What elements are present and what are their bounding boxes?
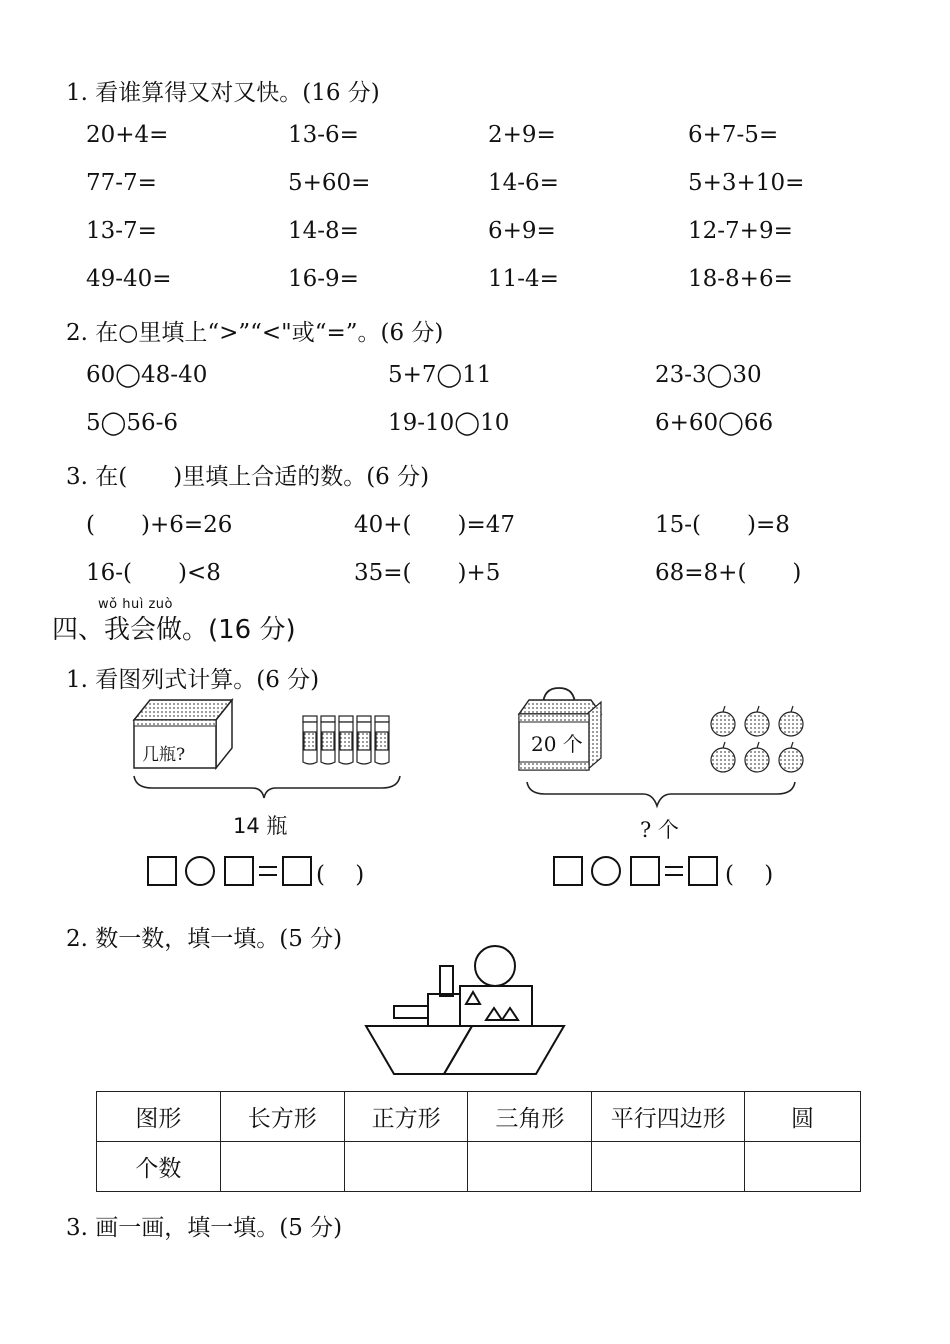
apple-icon bbox=[711, 706, 803, 772]
table-header-row bbox=[97, 1092, 861, 1142]
answer-box bbox=[554, 857, 582, 885]
q3-item[interactable]: 35=( )+5 bbox=[354, 560, 501, 586]
q2-left: 23-3 bbox=[655, 362, 707, 388]
section-pinyin: wǒ huì zuò bbox=[98, 597, 173, 612]
q3-item[interactable]: 16-( )<8 bbox=[86, 560, 221, 586]
q2-compare[interactable] bbox=[388, 362, 492, 388]
q1-item: 14-8= bbox=[288, 218, 359, 244]
q1-item: 77-7= bbox=[86, 170, 157, 196]
right-unit-paren[interactable]: ( ) bbox=[725, 862, 774, 888]
operator-circle bbox=[186, 857, 214, 885]
q3-item[interactable]: 68=8+( ) bbox=[655, 560, 802, 586]
brace-icon bbox=[134, 776, 400, 798]
answer-box bbox=[225, 857, 253, 885]
left-equation[interactable] bbox=[147, 855, 327, 887]
q2-left: 5 bbox=[86, 410, 101, 436]
q2-right: 10 bbox=[480, 410, 510, 436]
q2-compare[interactable] bbox=[86, 362, 207, 388]
left-total: 14 瓶 bbox=[233, 814, 288, 838]
table-row bbox=[97, 1142, 861, 1192]
q1-item: 13-6= bbox=[288, 122, 359, 148]
q1-title: 1. 看谁算得又对又快。(16 分) bbox=[66, 80, 380, 106]
blank-circle-icon[interactable]: ◯ bbox=[436, 362, 463, 388]
q1-item: 6+9= bbox=[488, 218, 556, 244]
blank-circle-icon[interactable]: ◯ bbox=[115, 362, 142, 388]
q1-item: 16-9= bbox=[288, 266, 359, 292]
q1-item: 13-7= bbox=[86, 218, 157, 244]
s4-q3-title: 3. 画一画，填一填。(5 分) bbox=[66, 1215, 343, 1241]
q2-left: 60 bbox=[86, 362, 116, 388]
answer-box bbox=[631, 857, 659, 885]
answer-box bbox=[283, 857, 311, 885]
answer-box bbox=[689, 857, 717, 885]
left-unit-paren[interactable]: ( ) bbox=[316, 862, 365, 888]
q3-item[interactable]: 40+( )=47 bbox=[354, 512, 516, 538]
q2-left: 6+60 bbox=[655, 410, 719, 436]
table-row-label: 个数 bbox=[97, 1142, 221, 1192]
section-heading: 四、我会做。(16 分) bbox=[52, 615, 296, 645]
bag-label: 20 个 bbox=[531, 732, 583, 756]
box-label: 几瓶? bbox=[142, 745, 186, 765]
q2-right: 11 bbox=[462, 362, 492, 388]
count-cell[interactable] bbox=[220, 1142, 344, 1192]
q3-title: 3. 在( )里填上合适的数。(6 分) bbox=[66, 464, 430, 490]
s4-q1-title: 1. 看图列式计算。(6 分) bbox=[66, 667, 320, 693]
bottle-icon bbox=[303, 716, 389, 764]
right-equation[interactable] bbox=[553, 855, 733, 887]
q2-title: 2. 在○里填上“>”“<"或“=”。(6 分) bbox=[66, 320, 444, 346]
count-cell[interactable] bbox=[344, 1142, 468, 1192]
right-total: ? 个 bbox=[640, 818, 679, 842]
q1-item: 2+9= bbox=[488, 122, 556, 148]
q3-item[interactable]: ( )+6=26 bbox=[86, 512, 233, 538]
table-header-cell: 图形 bbox=[97, 1092, 221, 1142]
q1-item: 11-4= bbox=[488, 266, 559, 292]
table-header-cell: 三角形 bbox=[468, 1092, 592, 1142]
q2-right: 56-6 bbox=[126, 410, 179, 436]
table-header-cell: 正方形 bbox=[344, 1092, 468, 1142]
q2-compare[interactable] bbox=[388, 410, 509, 436]
count-cell[interactable] bbox=[592, 1142, 745, 1192]
q2-left: 19-10 bbox=[388, 410, 455, 436]
operator-circle bbox=[592, 857, 620, 885]
blank-circle-icon[interactable]: ◯ bbox=[706, 362, 733, 388]
q1-item: 49-40= bbox=[86, 266, 172, 292]
table-header-cell: 平行四边形 bbox=[592, 1092, 745, 1142]
q2-compare[interactable] bbox=[655, 362, 762, 388]
q1-item: 18-8+6= bbox=[688, 266, 793, 292]
q2-compare[interactable] bbox=[86, 410, 178, 436]
q1-item: 12-7+9= bbox=[688, 218, 793, 244]
q2-right: 66 bbox=[743, 410, 774, 436]
shape-count-table bbox=[96, 1091, 861, 1192]
q2-right: 48-40 bbox=[141, 362, 208, 388]
q1-item: 20+4= bbox=[86, 122, 169, 148]
q2-compare[interactable] bbox=[655, 410, 773, 436]
answer-box bbox=[148, 857, 176, 885]
q2-left: 5+7 bbox=[388, 362, 437, 388]
q2-right: 30 bbox=[732, 362, 762, 388]
ship-figure bbox=[362, 942, 587, 1078]
s4-q2-title: 2. 数一数，填一填。(5 分) bbox=[66, 926, 343, 952]
q1-item: 5+60= bbox=[288, 170, 371, 196]
q1-item: 5+3+10= bbox=[688, 170, 805, 196]
blank-circle-icon[interactable]: ◯ bbox=[454, 410, 481, 436]
brace-icon bbox=[527, 782, 795, 806]
table-header-cell: 圆 bbox=[745, 1092, 861, 1142]
q3-item[interactable]: 15-( )=8 bbox=[655, 512, 790, 538]
blank-circle-icon[interactable]: ◯ bbox=[100, 410, 127, 436]
count-cell[interactable] bbox=[468, 1142, 592, 1192]
q1-item: 6+7-5= bbox=[688, 122, 779, 148]
q1-item: 14-6= bbox=[488, 170, 559, 196]
count-cell[interactable] bbox=[745, 1142, 861, 1192]
table-header-cell: 长方形 bbox=[220, 1092, 344, 1142]
blank-circle-icon[interactable]: ◯ bbox=[718, 410, 744, 436]
